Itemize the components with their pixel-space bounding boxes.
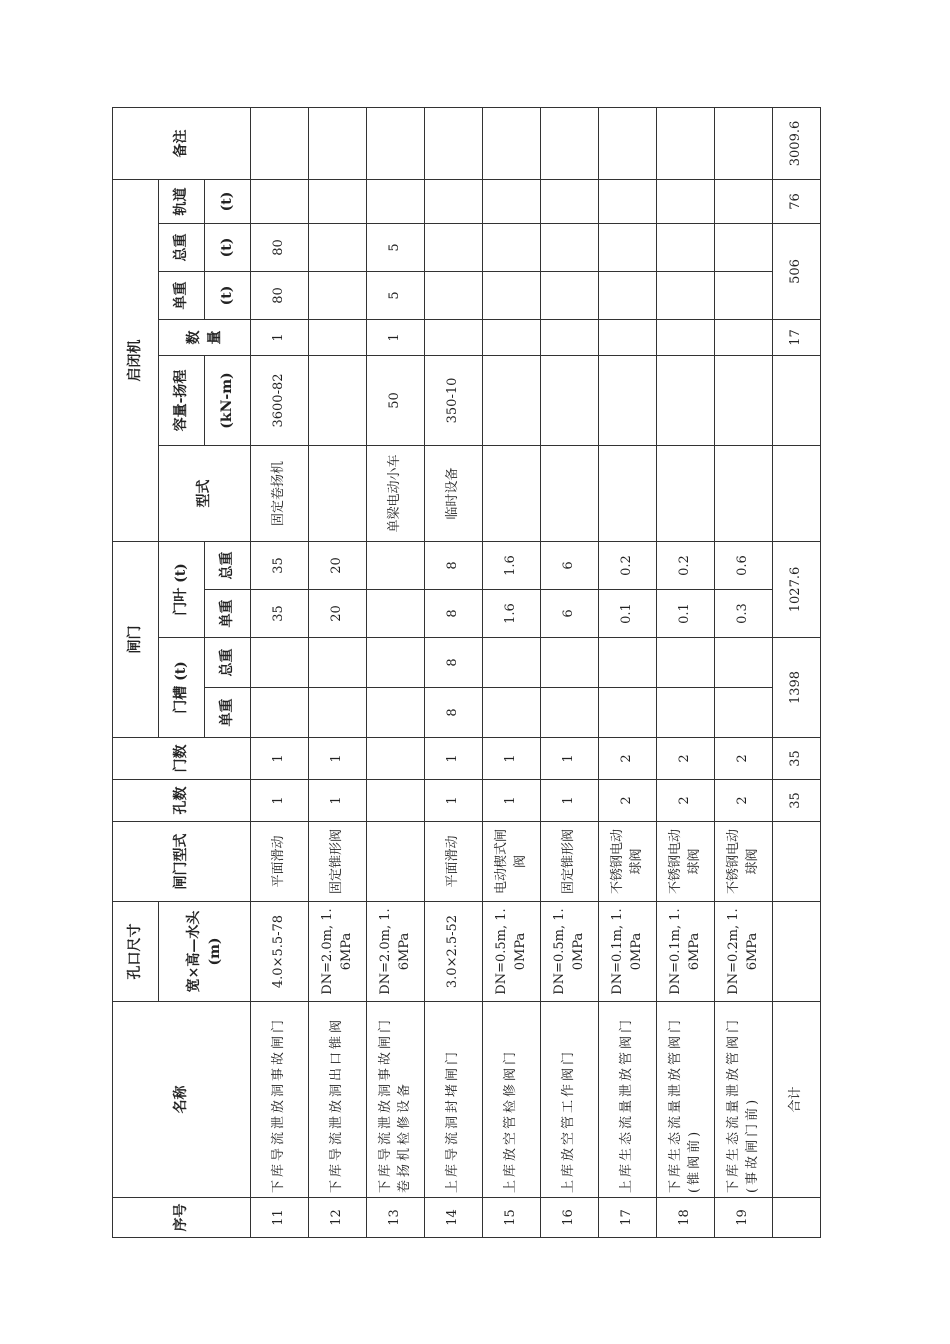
cell-total-rail: 76 xyxy=(773,180,821,224)
header-hoist: 启闭机 xyxy=(113,180,159,542)
cell-rail xyxy=(425,180,483,224)
cell-type: 平面滑动 xyxy=(425,822,483,902)
cell-qty xyxy=(541,320,599,356)
cell-qty xyxy=(715,320,773,356)
cell-hoist-unit xyxy=(657,272,715,320)
cell-name: 上库放空管检修阀门 xyxy=(483,1002,541,1198)
cell-name: 下库导流泄放洞出口锥阀 xyxy=(309,1002,367,1198)
table-row xyxy=(541,108,599,1238)
cell-leaf-total: 20 xyxy=(309,542,367,590)
cell-seq: 13 xyxy=(367,1198,425,1238)
cell-leaf-unit: 0.3 xyxy=(715,590,773,638)
cell-holes: 1 xyxy=(309,780,367,822)
cell-seq: 14 xyxy=(425,1198,483,1238)
header-hoist-unit: 单重 xyxy=(159,272,205,320)
header-rail-t: (t) xyxy=(205,180,251,224)
header-rail: 轨道 xyxy=(159,180,205,224)
cell-name: 下库导流泄放洞事故闸门 xyxy=(251,1002,309,1198)
cell-hoist-model xyxy=(657,446,715,542)
header-slot-unit: 单重 xyxy=(205,688,251,738)
cell-slot-total xyxy=(309,638,367,688)
cell-rail xyxy=(251,180,309,224)
cell-leaf-unit: 1.6 xyxy=(483,590,541,638)
header-opening-size: 孔口尺寸 xyxy=(113,902,159,1002)
cell-hoist-unit xyxy=(483,272,541,320)
cell-qty xyxy=(425,320,483,356)
equipment-table xyxy=(112,107,821,1238)
cell-size: 3.0×2.5-52 xyxy=(425,902,483,1002)
cell-total-size xyxy=(773,902,821,1002)
cell-leaf-total: 8 xyxy=(425,542,483,590)
cell-holes: 2 xyxy=(657,780,715,822)
cell-leaf-total: 0.6 xyxy=(715,542,773,590)
table-row xyxy=(309,108,367,1238)
cell-hoist-unit xyxy=(425,272,483,320)
cell-seq: 15 xyxy=(483,1198,541,1238)
table-row xyxy=(367,108,425,1238)
cell-leaf-total: 6 xyxy=(541,542,599,590)
cell-hoist-total xyxy=(309,224,367,272)
cell-seq: 12 xyxy=(309,1198,367,1238)
table-row xyxy=(599,108,657,1238)
cell-slot-unit xyxy=(599,688,657,738)
cell-slot-unit xyxy=(483,688,541,738)
header-leaf-unit: 单重 xyxy=(205,590,251,638)
cell-hoist-model xyxy=(309,446,367,542)
cell-slot-total xyxy=(599,638,657,688)
header-leaf-total: 总重 xyxy=(205,542,251,590)
cell-name: 下库生态流量泄放管阀门(锥阀前) xyxy=(657,1002,715,1198)
header-hoist-model: 型式 xyxy=(159,446,251,542)
cell-total-type xyxy=(773,822,821,902)
cell-hoist-model: 单梁电动小车 xyxy=(367,446,425,542)
cell-size: DN=0.5m, 1.0MPa xyxy=(541,902,599,1002)
cell-hoist-total xyxy=(599,224,657,272)
cell-hoist-total xyxy=(657,224,715,272)
cell-seq: 16 xyxy=(541,1198,599,1238)
cell-hoist-total xyxy=(483,224,541,272)
table-total-row xyxy=(773,108,821,1238)
cell-slot-unit: 8 xyxy=(425,688,483,738)
cell-hoist-total: 5 xyxy=(367,224,425,272)
cell-slot-unit xyxy=(715,688,773,738)
cell-remark xyxy=(541,108,599,180)
cell-total-holes: 35 xyxy=(773,780,821,822)
header-name: 名称 xyxy=(113,1002,251,1198)
cell-total-doors: 35 xyxy=(773,738,821,780)
cell-leaf-unit: 6 xyxy=(541,590,599,638)
header-gate-leaf: 门叶 (t) xyxy=(159,542,205,638)
cell-hoist-unit xyxy=(715,272,773,320)
cell-qty xyxy=(483,320,541,356)
cell-holes: 1 xyxy=(483,780,541,822)
cell-capacity xyxy=(541,356,599,446)
cell-type xyxy=(367,822,425,902)
cell-type: 平面滑动 xyxy=(251,822,309,902)
cell-rail xyxy=(657,180,715,224)
cell-doors xyxy=(367,738,425,780)
cell-size: DN=2.0m, 1.6MPa xyxy=(367,902,425,1002)
cell-slot-total: 8 xyxy=(425,638,483,688)
cell-remark xyxy=(483,108,541,180)
table-row xyxy=(425,108,483,1238)
cell-hoist-unit: 5 xyxy=(367,272,425,320)
cell-hoist-model xyxy=(541,446,599,542)
cell-type: 不锈钢电动球阀 xyxy=(657,822,715,902)
cell-slot-total xyxy=(541,638,599,688)
cell-remark xyxy=(367,108,425,180)
cell-size: 4.0×5.5-78 xyxy=(251,902,309,1002)
cell-doors: 1 xyxy=(309,738,367,780)
cell-slot-total xyxy=(715,638,773,688)
cell-total-leaf: 1027.6 xyxy=(773,542,821,638)
cell-qty xyxy=(599,320,657,356)
cell-slot-unit xyxy=(541,688,599,738)
cell-qty: 1 xyxy=(367,320,425,356)
cell-rail xyxy=(715,180,773,224)
cell-total-slot: 1398 xyxy=(773,638,821,738)
header-hoist-total: 总重 xyxy=(159,224,205,272)
cell-slot-total xyxy=(367,638,425,688)
header-capacity-unit: (kN-m) xyxy=(205,356,251,446)
cell-leaf-total: 1.6 xyxy=(483,542,541,590)
cell-doors: 1 xyxy=(541,738,599,780)
cell-leaf-total xyxy=(367,542,425,590)
cell-hoist-total xyxy=(541,224,599,272)
cell-rail xyxy=(309,180,367,224)
cell-remark xyxy=(425,108,483,180)
cell-slot-unit xyxy=(251,688,309,738)
cell-type: 固定锥形阀 xyxy=(309,822,367,902)
cell-qty: 1 xyxy=(251,320,309,356)
cell-total-capacity xyxy=(773,356,821,446)
cell-type: 固定锥形阀 xyxy=(541,822,599,902)
cell-remark xyxy=(309,108,367,180)
header-gate-type: 闸门型式 xyxy=(113,822,251,902)
cell-leaf-unit: 20 xyxy=(309,590,367,638)
header-hoist-total-t: (t) xyxy=(205,224,251,272)
cell-hoist-total xyxy=(715,224,773,272)
header-holes: 孔数 xyxy=(113,780,251,822)
cell-hoist-total: 80 xyxy=(251,224,309,272)
cell-slot-total xyxy=(657,638,715,688)
cell-leaf-unit xyxy=(367,590,425,638)
table-row xyxy=(251,108,309,1238)
cell-leaf-unit: 0.1 xyxy=(599,590,657,638)
cell-hoist-model: 固定卷扬机 xyxy=(251,446,309,542)
rotated-table-container xyxy=(112,108,810,1238)
cell-hoist-unit xyxy=(541,272,599,320)
header-quantity: 数量 xyxy=(159,320,251,356)
cell-doors: 2 xyxy=(599,738,657,780)
cell-total-hoist-model xyxy=(773,446,821,542)
cell-seq: 17 xyxy=(599,1198,657,1238)
table-row xyxy=(715,108,773,1238)
cell-hoist-unit xyxy=(309,272,367,320)
cell-leaf-total: 0.2 xyxy=(657,542,715,590)
cell-name: 上库生态流量泄放管阀门 xyxy=(599,1002,657,1198)
cell-slot-total xyxy=(483,638,541,688)
cell-hoist-unit xyxy=(599,272,657,320)
cell-name: 下库导流泄放洞事故闸门卷扬机检修设备 xyxy=(367,1002,425,1198)
cell-leaf-unit: 35 xyxy=(251,590,309,638)
cell-qty xyxy=(657,320,715,356)
cell-rail xyxy=(367,180,425,224)
cell-capacity xyxy=(309,356,367,446)
cell-capacity xyxy=(715,356,773,446)
cell-leaf-unit: 0.1 xyxy=(657,590,715,638)
header-doors: 门数 xyxy=(113,738,251,780)
cell-capacity xyxy=(483,356,541,446)
cell-size: DN=2.0m, 1.6MPa xyxy=(309,902,367,1002)
cell-rail xyxy=(541,180,599,224)
header-slot-total: 总重 xyxy=(205,638,251,688)
cell-type: 不锈钢电动球阀 xyxy=(599,822,657,902)
cell-doors: 2 xyxy=(657,738,715,780)
cell-total-remark: 3009.6 xyxy=(773,108,821,180)
cell-hoist-model xyxy=(483,446,541,542)
cell-seq: 11 xyxy=(251,1198,309,1238)
cell-total-hoist-weight: 506 xyxy=(773,224,821,320)
cell-name: 上库导流洞封堵闸门 xyxy=(425,1002,483,1198)
cell-leaf-total: 35 xyxy=(251,542,309,590)
cell-doors: 2 xyxy=(715,738,773,780)
cell-hoist-model xyxy=(715,446,773,542)
cell-capacity: 3600-82 xyxy=(251,356,309,446)
cell-slot-unit xyxy=(657,688,715,738)
cell-holes: 1 xyxy=(541,780,599,822)
cell-capacity: 50 xyxy=(367,356,425,446)
cell-leaf-total: 0.2 xyxy=(599,542,657,590)
cell-total-label: 合计 xyxy=(773,1002,821,1198)
cell-slot-unit xyxy=(367,688,425,738)
cell-qty xyxy=(309,320,367,356)
cell-capacity xyxy=(599,356,657,446)
cell-slot-unit xyxy=(309,688,367,738)
cell-capacity xyxy=(657,356,715,446)
cell-hoist-model: 临时设备 xyxy=(425,446,483,542)
cell-type: 电动楔式闸阀 xyxy=(483,822,541,902)
cell-type: 不锈钢电动球阀 xyxy=(715,822,773,902)
cell-doors: 1 xyxy=(425,738,483,780)
header-gate: 闸门 xyxy=(113,542,159,738)
cell-size: DN=0.1m, 1.0MPa xyxy=(599,902,657,1002)
cell-remark xyxy=(599,108,657,180)
cell-name: 下库生态流量泄放管阀门(事故闸门前) xyxy=(715,1002,773,1198)
cell-seq: 19 xyxy=(715,1198,773,1238)
cell-hoist-model xyxy=(599,446,657,542)
cell-holes: 2 xyxy=(599,780,657,822)
cell-remark xyxy=(715,108,773,180)
header-hoist-unit-t: (t) xyxy=(205,272,251,320)
cell-size: DN=0.2m, 1.6MPa xyxy=(715,902,773,1002)
cell-capacity: 350-10 xyxy=(425,356,483,446)
cell-rail xyxy=(599,180,657,224)
cell-hoist-unit: 80 xyxy=(251,272,309,320)
cell-holes: 2 xyxy=(715,780,773,822)
header-remarks: 备注 xyxy=(113,108,251,180)
cell-rail xyxy=(483,180,541,224)
cell-total-seq xyxy=(773,1198,821,1238)
cell-remark xyxy=(251,108,309,180)
table-row xyxy=(657,108,715,1238)
cell-doors: 1 xyxy=(483,738,541,780)
cell-holes xyxy=(367,780,425,822)
header-seq: 序号 xyxy=(113,1198,251,1238)
header-gate-slot: 门槽 (t) xyxy=(159,638,205,738)
cell-doors: 1 xyxy=(251,738,309,780)
cell-hoist-total xyxy=(425,224,483,272)
cell-holes: 1 xyxy=(425,780,483,822)
cell-remark xyxy=(657,108,715,180)
cell-leaf-unit: 8 xyxy=(425,590,483,638)
cell-name: 上库放空管工作阀门 xyxy=(541,1002,599,1198)
header-opening-sub: 宽×高—水头(m) xyxy=(159,902,251,1002)
header-capacity: 容量-扬程 xyxy=(159,356,205,446)
cell-holes: 1 xyxy=(251,780,309,822)
cell-size: DN=0.5m, 1.0MPa xyxy=(483,902,541,1002)
cell-seq: 18 xyxy=(657,1198,715,1238)
table-row xyxy=(483,108,541,1238)
cell-size: DN=0.1m, 1.6MPa xyxy=(657,902,715,1002)
cell-total-qty: 17 xyxy=(773,320,821,356)
cell-slot-total xyxy=(251,638,309,688)
